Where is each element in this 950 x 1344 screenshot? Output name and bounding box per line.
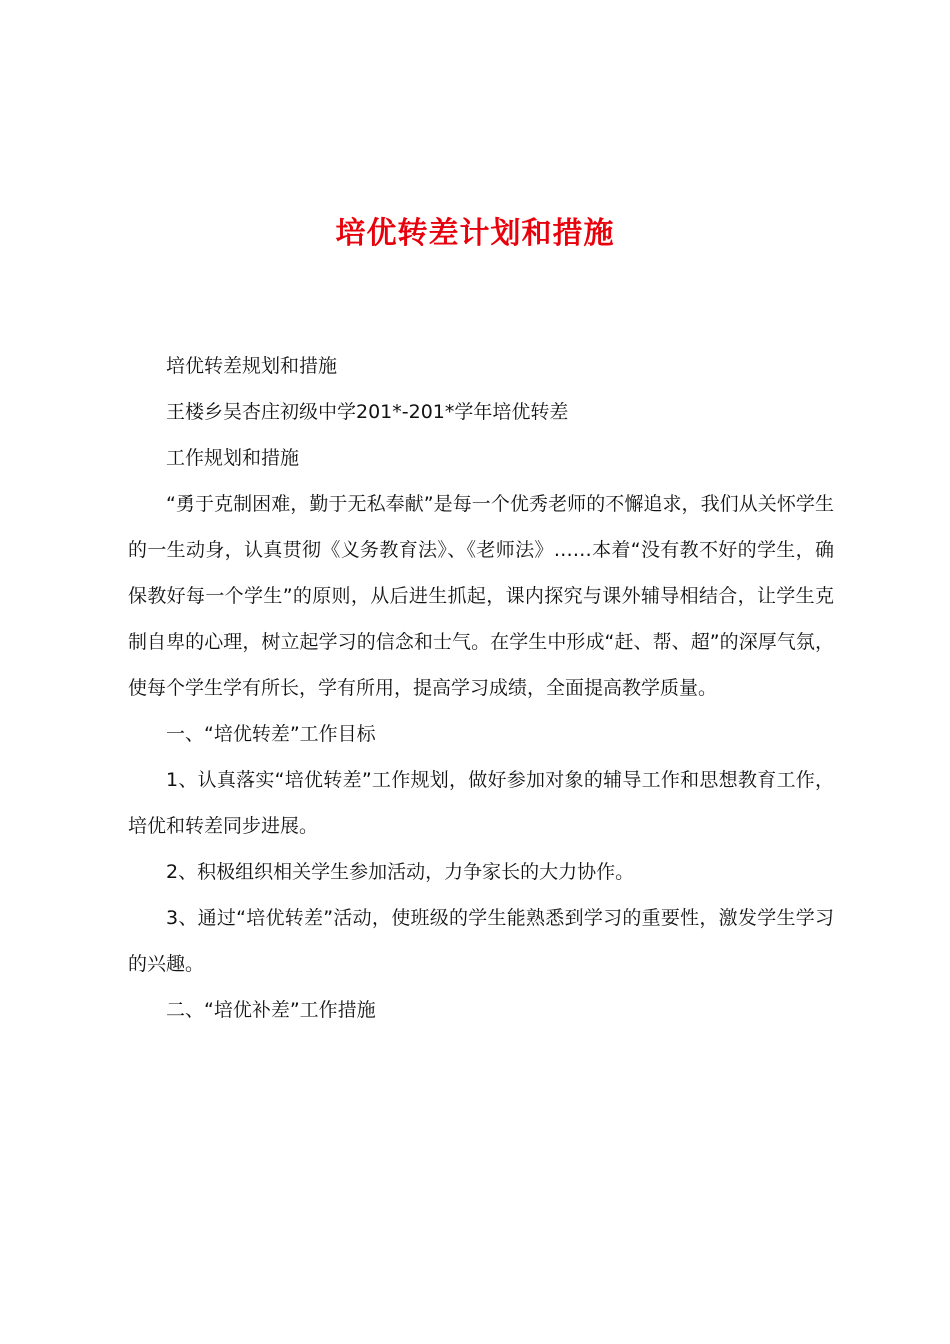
document-title: 培优转差计划和措施 — [335, 216, 615, 251]
document-body — [128, 343, 834, 1033]
section-heading-goals: 一、“培优转差”工作目标 — [166, 723, 376, 745]
paragraph-goal-3: 3、通过“培优转差”活动，使班级的学生能熟悉到学习的重要性，激发学生学习的兴趣。 — [128, 907, 834, 975]
paragraph-goal-1: 1、认真落实“培优转差”工作规划，做好参加对象的辅导工作和思想教育工作，培优和转差同步进展。 — [128, 769, 834, 837]
paragraph-intro: “勇于克制困难，勤于无私奉献”是每一个优秀老师的不懈追求，我们从关怀学生的一生动身，认真贯彻《义务教育法》、《老师法》……本着“没有教不好的学生，确保教好每一个学生”的原则，从后进生抓起，课内探究与课外辅导相结合，让学生克制自卑的心理，树立起学习的信念和士气。在学生中形成“赶、帮、超”的深厚气氛，使每个学生学有所长，学有所用，提高学习成绩，全面提高教学质量。 — [128, 493, 834, 699]
section-heading-measures: 二、“培优补差”工作措施 — [166, 999, 376, 1021]
paragraph-goal-2: 2、积极组织相关学生参加活动，力争家长的大力协作。 — [166, 861, 635, 883]
paragraph-plan-subtitle: 工作规划和措施 — [166, 447, 300, 469]
paragraph-school-line: 王楼乡吴杏庄初级中学201*-201*学年培优转差 — [166, 401, 569, 423]
paragraph-heading-plan: 培优转差规划和措施 — [166, 355, 338, 377]
